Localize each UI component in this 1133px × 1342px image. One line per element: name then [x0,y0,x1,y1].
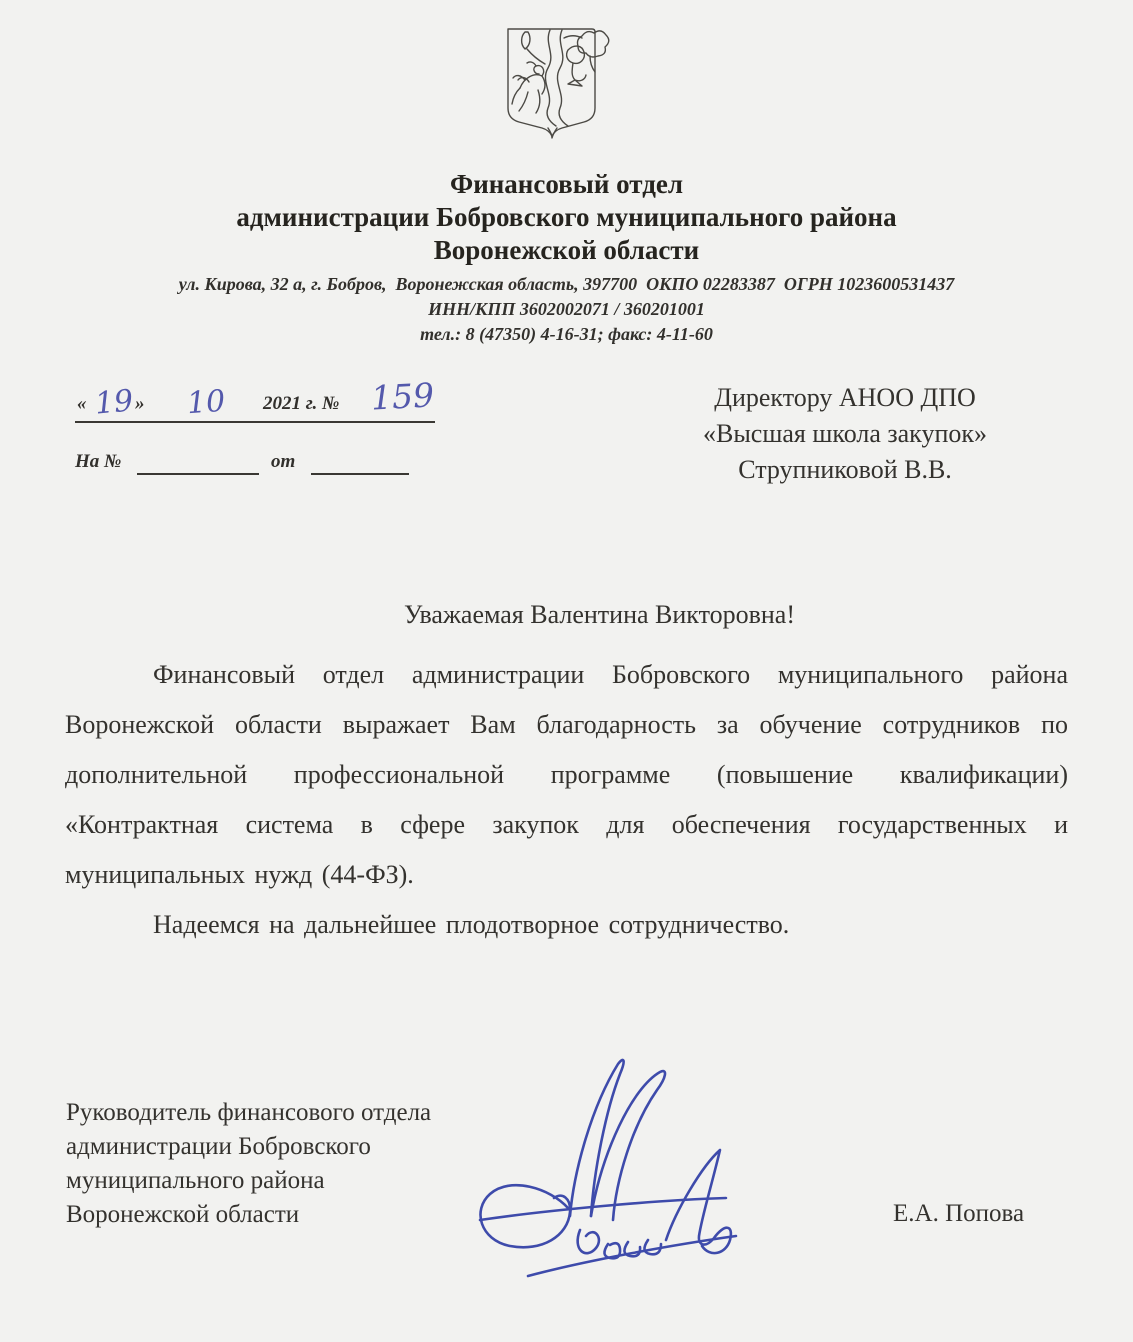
letter-body [65,650,1068,950]
quote-open: « [77,393,87,414]
reference-block [75,375,435,479]
org-name-line: администрации Бобровского муниципального района [236,202,897,232]
reply-number-blank [137,447,259,475]
recipient-line: «Высшая школа закупок» [703,419,987,448]
org-name-line: Воронежской области [433,235,700,265]
body-paragraph: Финансовый отдел администрации Бобровского муниципального района Воронежской области выражает Вам благодарность за обучение сотрудников по дополнительной профессиональной программе (повышение квалификации) «Контрактная система в сфере закупок для обеспечения государственных и муниципальных нужд (44-ФЗ). [65,660,1068,889]
handwritten-signature [468,1048,788,1308]
reply-to-label: На № [75,451,122,472]
handwritten-outgoing-number: 159 [370,375,435,418]
coat-of-arms-icon [498,22,610,140]
reply-reference-row [75,447,435,479]
org-name-line: Финансовый отдел [450,169,683,199]
recipient-line: Струпниковой В.В. [738,455,952,484]
quote-close: » [135,393,145,414]
address-line: ул. Кирова, 32 а, г. Бобров, Воронежская область, 397700 ОКПО 02283387 ОГРН 1023600531437 [178,274,955,294]
address-line: ИНН/КПП 3602002071 / 360201001 [428,299,705,319]
reply-date-blank [311,447,409,475]
recipient-line: Директору АНОО ДПО [714,383,976,412]
reply-from-label: от [271,451,296,472]
organization-name [0,168,1133,267]
signer-position-line: Руководитель финансового отдела [66,1099,432,1126]
signer-position-line: Воронежской области [66,1201,300,1228]
handwritten-day: 19 [93,383,135,422]
body-paragraph: Надеемся на дальнейшее плодотворное сотрудничество. [153,910,790,939]
address-line: тел.: 8 (47350) 4-16-31; факс: 4-11-60 [420,324,713,344]
signer-position-line: муниципального района [66,1167,325,1194]
date-number-row [75,375,435,423]
signer-position-line: администрации Бобровского [66,1133,371,1160]
organization-requisites [0,272,1133,347]
salutation: Уважаемая Валентина Викторовна! [404,600,795,629]
recipient-block [655,380,1035,488]
year-number-label: 2021 г. № [263,393,340,414]
handwritten-month: 10 [185,383,227,422]
signer-name: Е.А. Попова [893,1200,1025,1227]
signer-position-block [66,1096,506,1232]
